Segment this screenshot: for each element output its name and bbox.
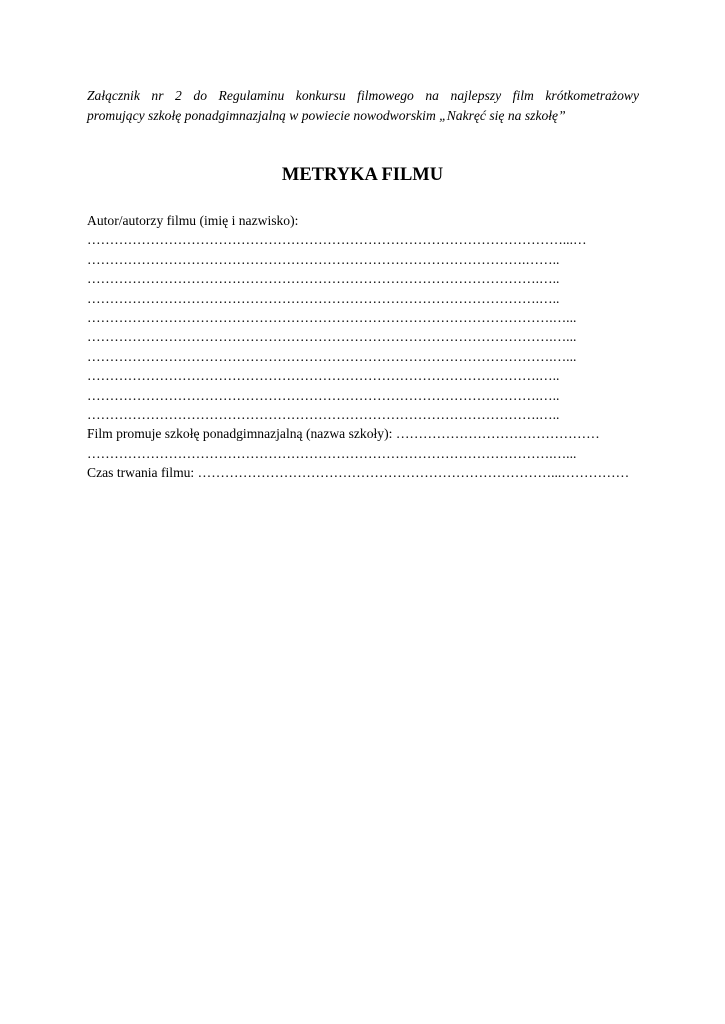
author-line-6[interactable]: ………………………………………………………………………………………….…... <box>87 329 577 345</box>
document-title: METRYKA FILMU <box>281 165 444 185</box>
duration-row <box>87 463 639 482</box>
school-field[interactable]: ……………………………………… <box>395 426 600 442</box>
duration-label: Czas trwania filmu: <box>87 465 195 481</box>
author-line-10[interactable]: ……………………………………………………………………………………….….. <box>87 406 560 422</box>
author-line-5[interactable]: ………………………………………………………………………………………….…... <box>87 309 577 325</box>
header-line-2: promujący szkołę ponadgimnazjalną w powiecie nowodworskim „Nakręć się na szkołę” <box>87 108 566 123</box>
duration-field[interactable]: ……………………………………………………………………...…………… <box>197 465 630 481</box>
attachment-header <box>87 86 639 126</box>
school-field-line-2[interactable]: ………………………………………………………………………………………….…... <box>87 445 577 461</box>
school-label: Film promuje szkołę ponadgimnazjalną (nazwa szkoły): <box>87 426 393 442</box>
author-line-4[interactable]: ……………………………………………………………………………………….….. <box>87 290 560 306</box>
author-line-8[interactable]: ……………………………………………………………………………………….….. <box>87 368 560 384</box>
authors-label: Autor/autorzy filmu (imię i nazwisko): <box>87 213 299 228</box>
film-form <box>87 211 639 482</box>
header-line-1: Załącznik nr 2 do Regulaminu konkursu filmowego na najlepszy film krótkometrażowy <box>87 88 639 103</box>
author-line-7[interactable]: ………………………………………………………………………………………….…... <box>87 348 577 364</box>
author-line-2[interactable]: …………………………………………………………………………………….…….. <box>87 251 560 267</box>
author-line-9[interactable]: ……………………………………………………………………………………….….. <box>87 387 560 403</box>
author-line-1[interactable]: ……………………………………………………………………………………………...… <box>87 232 587 248</box>
author-line-3[interactable]: ……………………………………………………………………………………….….. <box>87 271 560 287</box>
school-row <box>87 424 639 443</box>
